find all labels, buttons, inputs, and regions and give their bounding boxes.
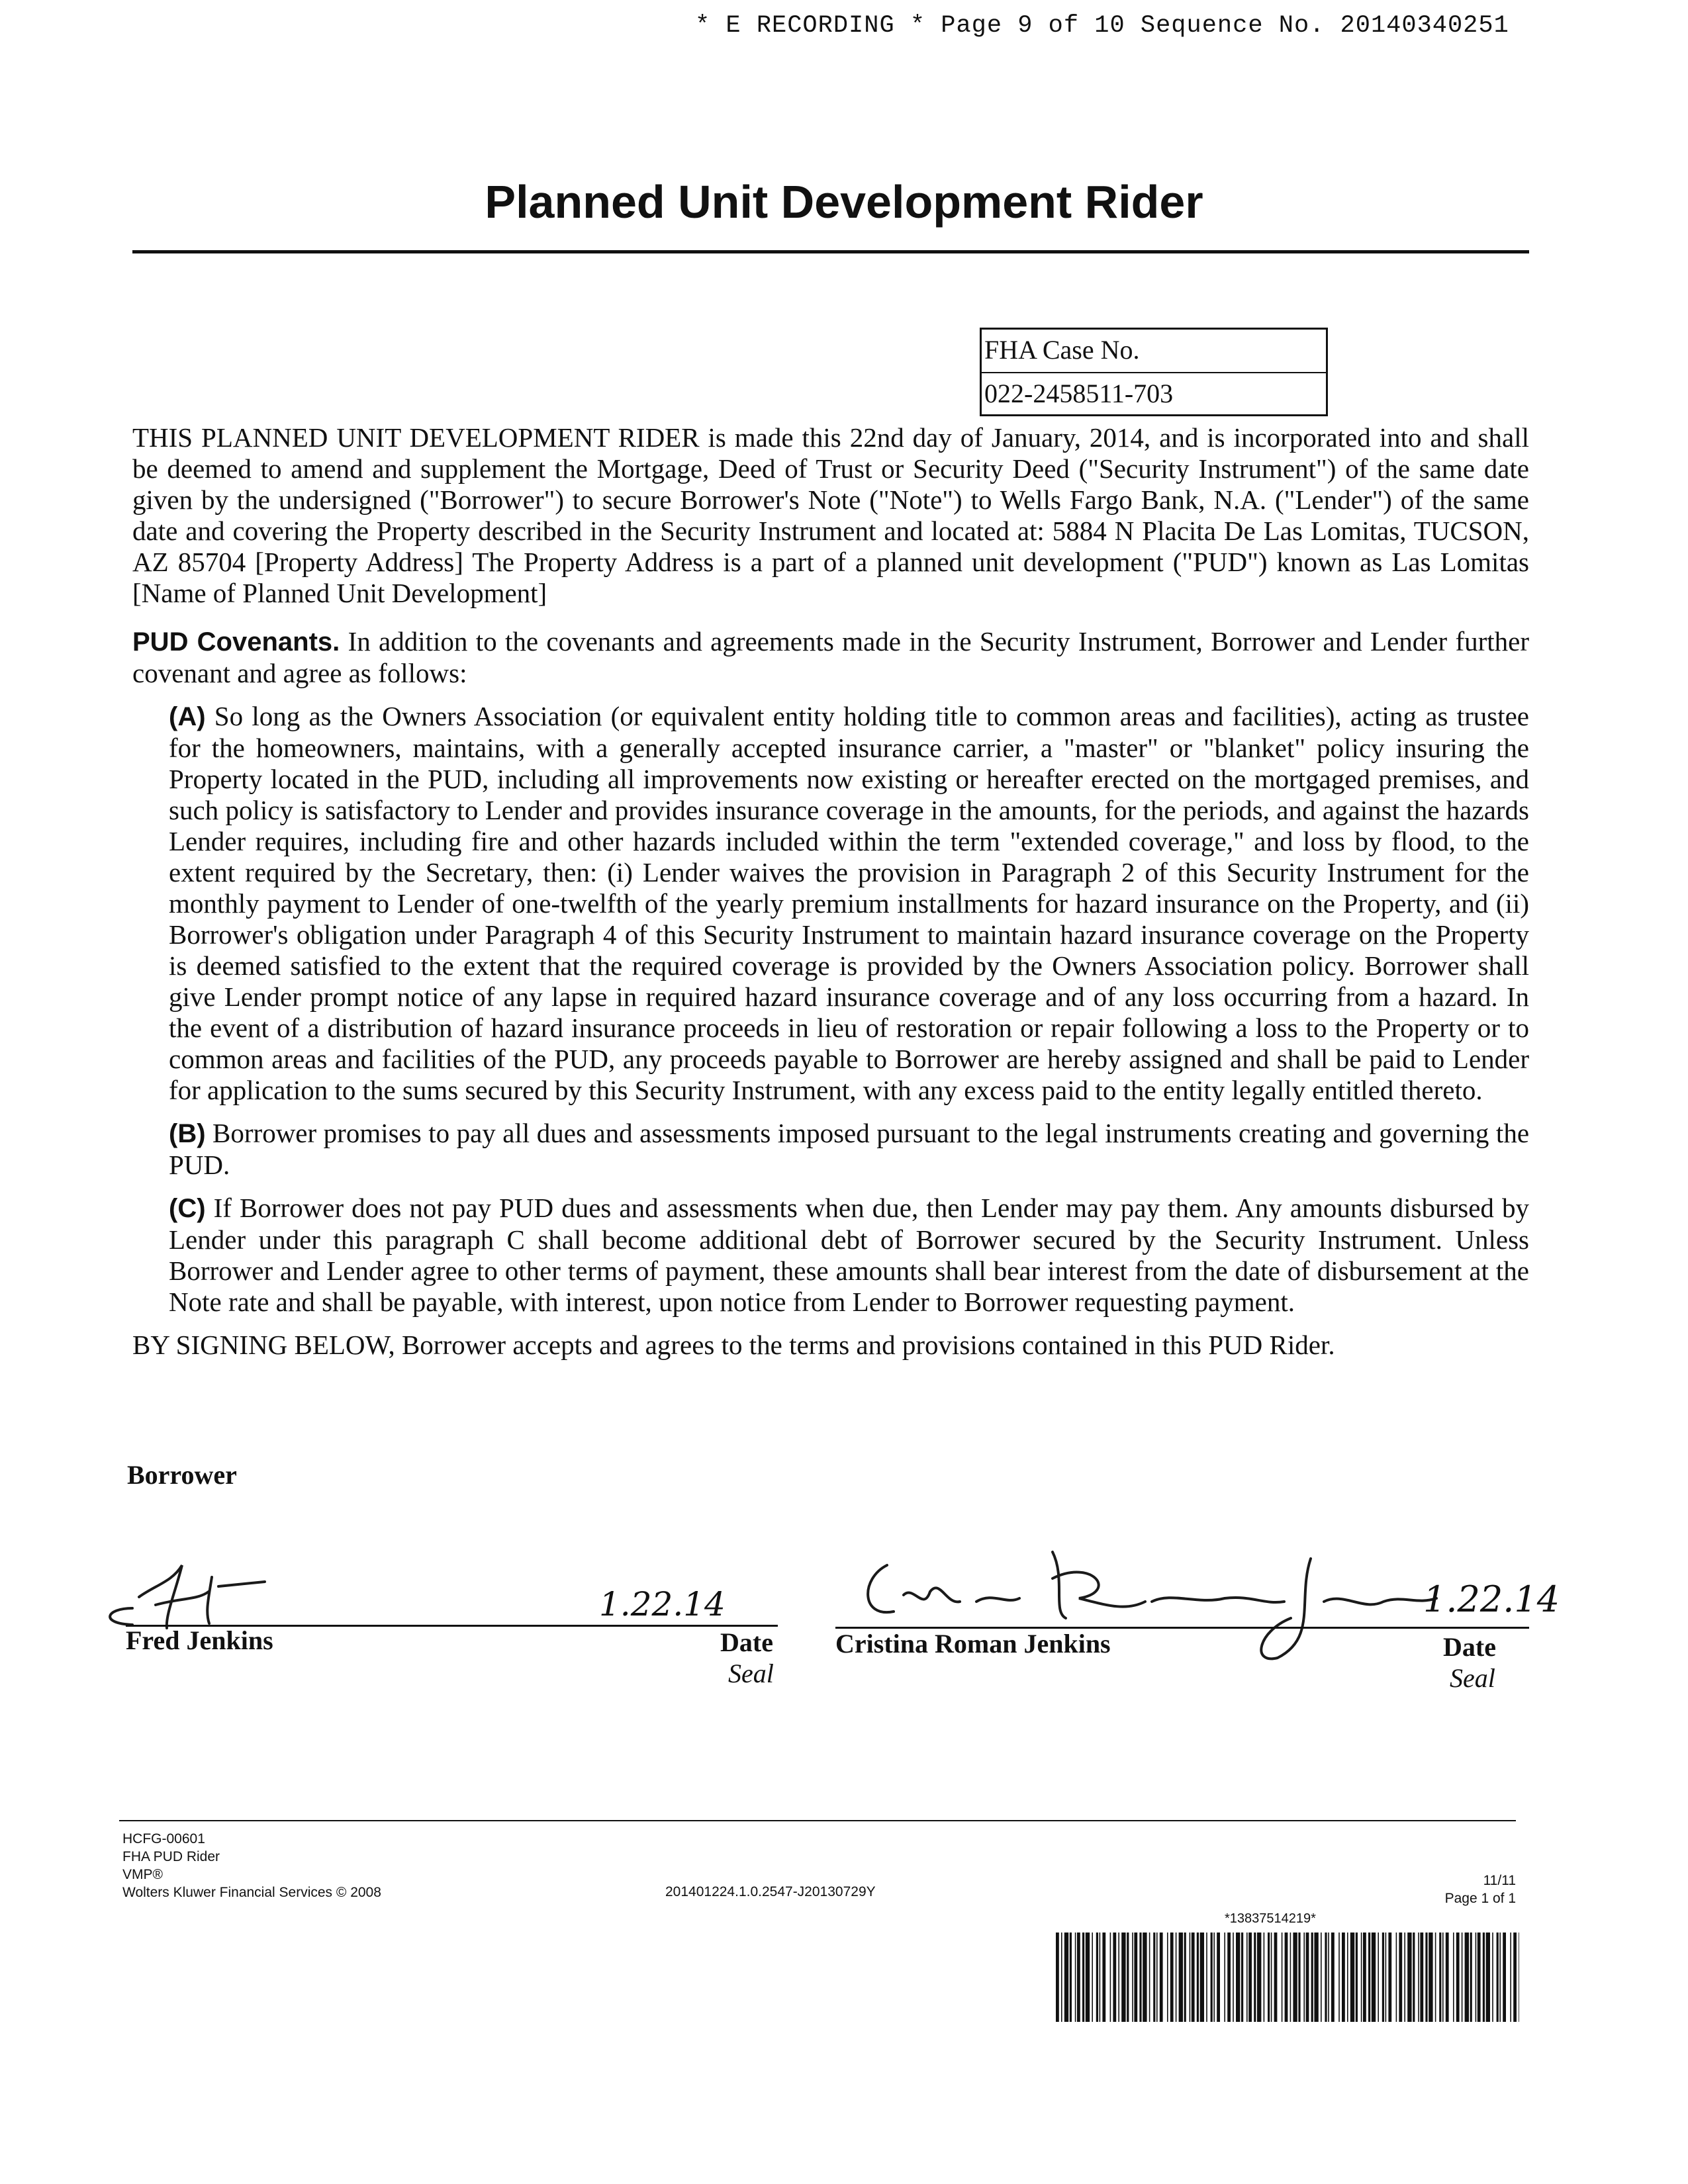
covenants-text: In addition to the covenants and agreements made in the Security Instrument, Borrower and Lender further covenant and agree as follows: bbox=[132, 626, 1530, 688]
clause-text: Borrower promises to pay all dues and assessments imposed pursuant to the legal instruments creating and governing the PUD. bbox=[169, 1118, 1530, 1180]
borrower-2-seal-label: Seal bbox=[1450, 1663, 1495, 1693]
clause-a bbox=[132, 701, 1529, 1106]
barcode bbox=[1056, 1933, 1519, 2022]
borrower-1-date-label: Date bbox=[720, 1627, 773, 1657]
footer-vmp: VMP® bbox=[122, 1867, 163, 1882]
intro-paragraph: THIS PLANNED UNIT DEVELOPMENT RIDER is made this 22nd day of January, 2014, and is incorporated into and shall be deemed to amend and supplement the Mortgage, Deed of Trust or Security Deed ("Security Instrument") of the same date given by the undersigned ("Borrower") to secure Borrower's Note ("Note") to Wells Fargo Bank, N.A. ("Lender") of the same date and covering the Property described in the Security Instrument and located at: 5884 N Placita De Las Lomitas, TUCSON, AZ 85704 [Property Address] The Property Address is a part of a planned unit development ("PUD") known as Las Lomitas [Name of Planned Unit Development] bbox=[132, 422, 1529, 608]
borrower-2-name: Cristina Roman Jenkins bbox=[835, 1629, 1111, 1659]
title-divider bbox=[132, 250, 1529, 253]
clause-b bbox=[132, 1118, 1529, 1181]
document-title: Planned Unit Development Rider bbox=[485, 176, 1203, 228]
borrower-1-signature bbox=[93, 1545, 311, 1638]
clause-c bbox=[132, 1193, 1529, 1318]
clause-label: (A) bbox=[169, 702, 206, 731]
footer-revision: 11/11 bbox=[1483, 1873, 1516, 1888]
footer-form-code: HCFG-00601 bbox=[122, 1831, 205, 1846]
clause-label: (C) bbox=[169, 1194, 206, 1223]
rider-body bbox=[132, 422, 1529, 1373]
footer-form-name: FHA PUD Rider bbox=[122, 1849, 220, 1864]
clause-label: (B) bbox=[169, 1119, 206, 1148]
fha-case-box bbox=[980, 328, 1328, 416]
borrower-1-seal-label: Seal bbox=[728, 1659, 774, 1688]
covenants-paragraph bbox=[132, 626, 1529, 689]
signing-statement: BY SIGNING BELOW, Borrower accepts and agrees to the terms and provisions contained in this PUD Rider. bbox=[132, 1330, 1335, 1360]
borrower-2-date-label: Date bbox=[1443, 1632, 1496, 1662]
clause-text: If Borrower does not pay PUD dues and assessments when due, then Lender may pay them. Any amounts disbursed by Lender under this paragraph C shall become additional debt of Borrower secured by the Security Instrument. Unless Borrower and Lender agree to other terms of payment, these amounts shall bear interest from the date of disbursement at the Note rate and shall be payable, with interest, upon notice from Lender to Borrower requesting payment. bbox=[169, 1193, 1530, 1317]
borrower-2-handwritten-date: 1.22.14 bbox=[1423, 1578, 1560, 1620]
recording-header: * E RECORDING * Page 9 of 10 Sequence No. 20140340251 bbox=[695, 12, 1509, 40]
fha-case-label: FHA Case No. bbox=[984, 335, 1140, 365]
footer-doc-id: 201401224.1.0.2547-J20130729Y bbox=[665, 1884, 876, 1899]
footer-page: Page 1 of 1 bbox=[1444, 1891, 1516, 1906]
fha-case-number: 022-2458511-703 bbox=[982, 372, 1326, 414]
footer-divider bbox=[119, 1820, 1516, 1821]
borrower-1-handwritten-date: 1.22.14 bbox=[599, 1585, 726, 1623]
covenants-heading: PUD Covenants. bbox=[132, 627, 340, 657]
footer-form-info bbox=[122, 1830, 381, 1901]
footer-publisher: Wolters Kluwer Financial Services © 2008 bbox=[122, 1885, 381, 1900]
clause-text: So long as the Owners Association (or equivalent entity holding title to common areas and facilities), acting as trustee for the homeowners, maintains, with a generally accepted insurance carrier, a "master" or "blanket" policy insuring the Property located in the PUD, including all improvements now existing or hereafter erected on the mortgaged premises, and such policy is satisfactory to Lender and provides insurance coverage in the amounts, for the periods, and against the hazards Lender requires, including fire and other hazards included within the term "extended coverage," and loss by flood, to the extent required by the Secretary, then: (i) Lender waives the provision in Paragraph 2 of this Security Instrument for the monthly payment to Lender of one-twelfth of the yearly premium installments for hazard insurance on the Property, and (ii) Borrower's obligation under Paragraph 4 of this Security Instrument to maintain hazard insurance coverage on the Property is deemed satisfied to the extent that the required coverage is provided by the Owners Association policy. Borrower shall give Lender prompt notice of any lapse in required hazard insurance coverage and of any loss occurring from a hazard. In the event of a distribution of hazard insurance proceeds in lieu of restoration or repair following a loss to the Property or to common areas and facilities of the PUD, any proceeds payable to Borrower are hereby assigned and shall be paid to Lender for application to the sums secured by this Security Instrument, with any excess paid to the entity legally entitled thereto. bbox=[169, 701, 1529, 1105]
barcode-text: *13837514219* bbox=[1225, 1911, 1316, 1926]
footer-page-info bbox=[1390, 1872, 1516, 1907]
borrower-label: Borrower bbox=[127, 1460, 237, 1490]
borrower-1-name: Fred Jenkins bbox=[126, 1625, 273, 1655]
